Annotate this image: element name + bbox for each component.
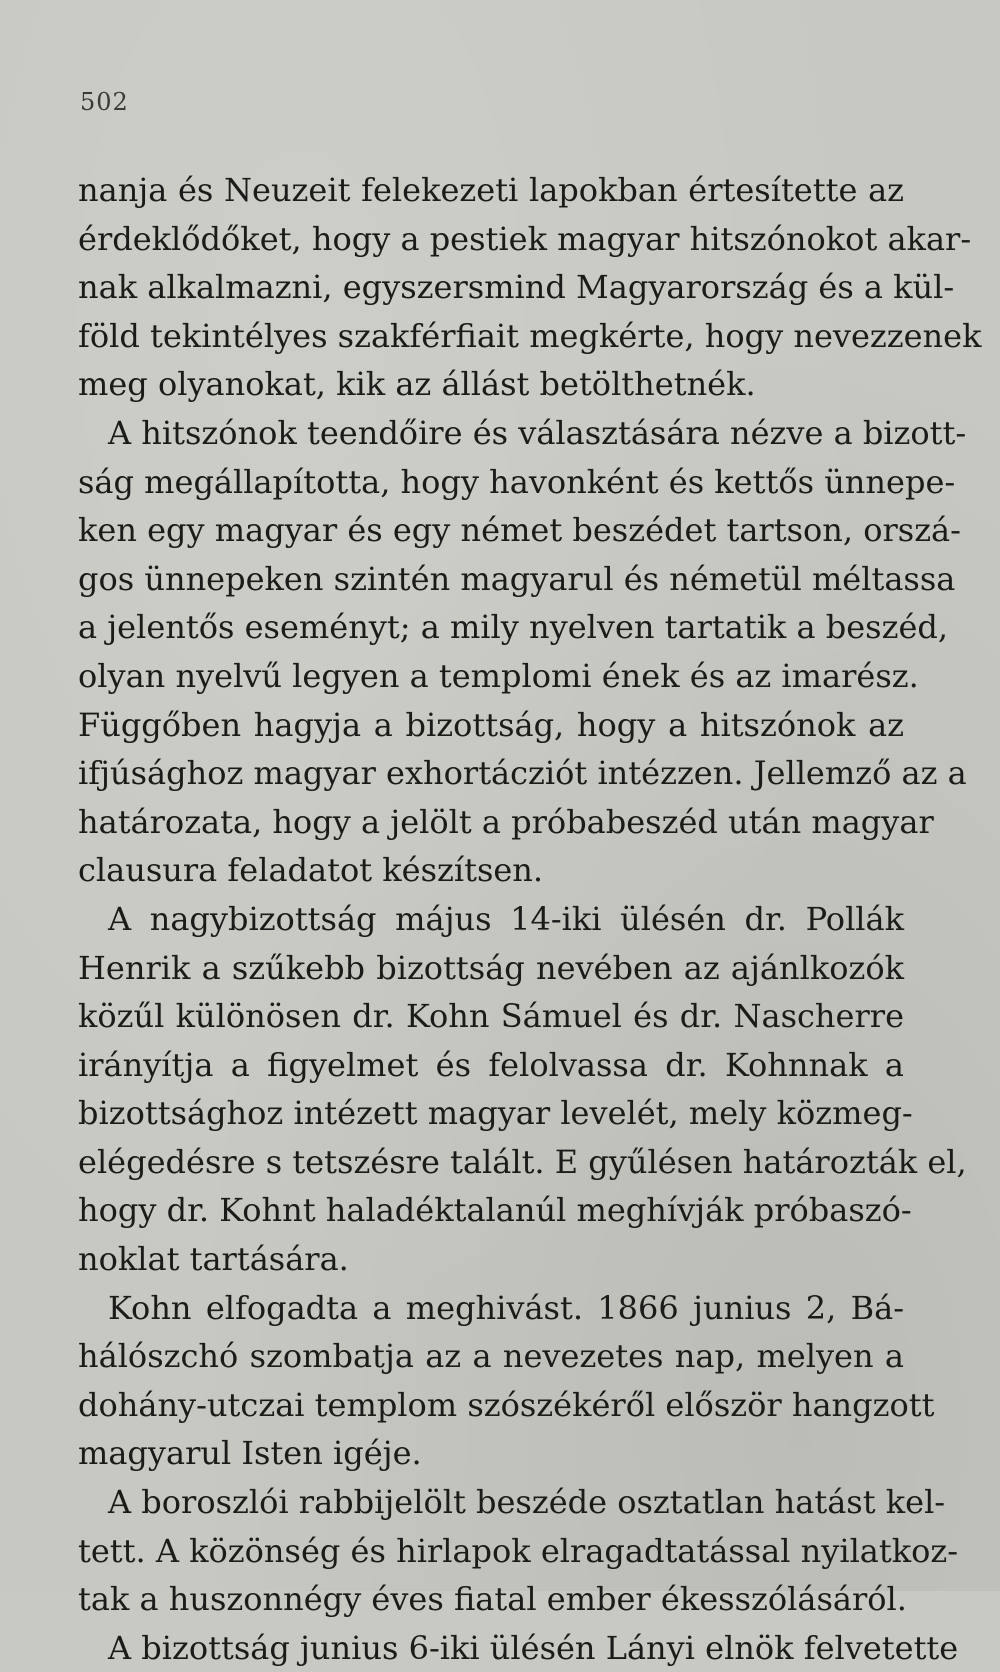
text-line: meg olyanokat, kik az állást betölthetnék. xyxy=(78,365,756,404)
text-line: hogy dr. Kohnt haladéktalanúl meghívják próbaszó- xyxy=(78,1191,912,1230)
text-line: Henrik a szűkebb bizottság nevében az ajánlkozók xyxy=(78,948,904,987)
text-line: A hitszónok teendőire és választására nézve a bizott- xyxy=(108,413,967,452)
text-line: dohány-utczai templom szószékéről először hangzott xyxy=(78,1385,935,1424)
text-line: érdeklődőket, hogy a pestiek magyar hitszónokot akar- xyxy=(78,219,972,258)
text-line: tett. A közönség és hirlapok elragadtatással nyilatkoz- xyxy=(78,1531,959,1570)
text-line: elégedésre s tetszésre talált. E gyűlésen határozták el, xyxy=(78,1142,967,1181)
text-line: A nagybizottság május 14-iki ülésén dr. Pollák xyxy=(108,899,904,938)
text-line: magyarul Isten igéje. xyxy=(78,1434,422,1473)
text-line: Függőben hagyja a bizottság, hogy a hitszónok az xyxy=(78,705,904,744)
text-line: ifjúsághoz magyar exhortácziót intézzen. Jellemző az a xyxy=(78,754,967,793)
text-line: föld tekintélyes szakférfiait megkérte, hogy nevezzenek xyxy=(78,316,982,355)
text-line: clausura feladatot készítsen. xyxy=(78,851,544,890)
text-line: tak a huszonnégy éves fiatal ember ékesszólásáról. xyxy=(78,1580,907,1619)
text-line: ság megállapította, hogy havonként és kettős ünnepe- xyxy=(78,462,956,501)
text-line: gos ünnepeken szintén magyarul és németül méltassa xyxy=(78,559,956,598)
text-line: Kohn elfogadta a meghivást. 1866 junius 2, Bá- xyxy=(108,1288,904,1327)
text-line: ken egy magyar és egy német beszédet tartson, orszá- xyxy=(78,511,961,550)
text-line: nak alkalmazni, egyszersmind Magyarország és a kül- xyxy=(78,268,955,307)
text-line: noklat tartására. xyxy=(78,1240,349,1279)
text-line: hálószchó szombatja az a nevezetes nap, melyen a xyxy=(78,1337,904,1376)
text-line: olyan nyelvű legyen a templomi ének és az imarész. xyxy=(78,656,919,695)
text-line: A bizottság junius 6-iki ülésén Lányi elnök felvetette xyxy=(108,1628,959,1667)
text-line: nanja és Neuzeit felekezeti lapokban értesítette az xyxy=(78,171,904,209)
body-text xyxy=(78,166,982,1672)
text-line: határozata, hogy a jelölt a próbabeszéd után magyar xyxy=(78,802,934,841)
text-line: irányítja a figyelmet és felolvassa dr. Kohnnak a xyxy=(78,1045,904,1084)
text-line: a jelentős eseményt; a mily nyelven tartatik a beszéd, xyxy=(78,608,949,647)
text-line: közűl különösen dr. Kohn Sámuel és dr. Nascherre xyxy=(78,997,904,1036)
page-number: 502 xyxy=(80,88,129,116)
text-line: bizottsághoz intézett magyar levelét, mely közmeg- xyxy=(78,1094,913,1133)
text-line: A boroszlói rabbijelölt beszéde osztatlan hatást kel- xyxy=(108,1483,946,1522)
